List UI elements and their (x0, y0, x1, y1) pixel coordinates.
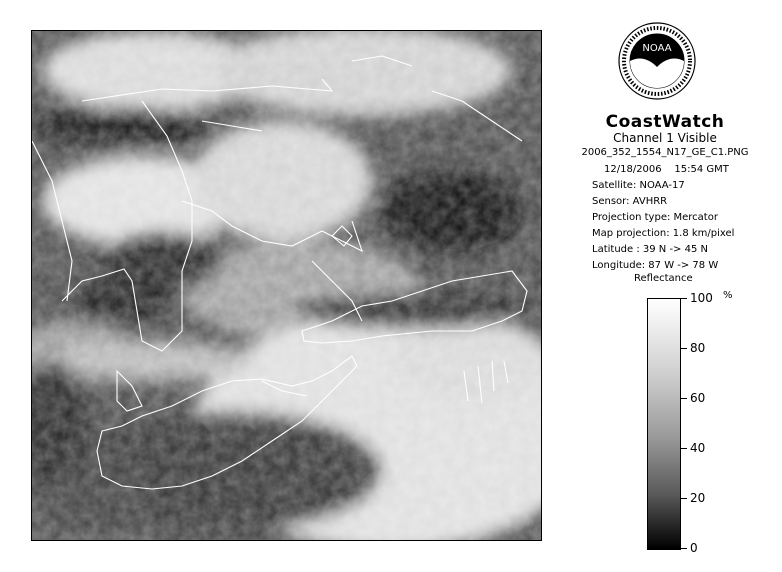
legend-tick-label: 20 (690, 491, 706, 505)
datetime (604, 164, 729, 175)
legend-tick-label: 40 (690, 441, 706, 455)
time-label: 15:54 GMT (674, 164, 729, 175)
legend-tick (681, 548, 687, 549)
legend-tick (681, 348, 687, 349)
legend-tick (681, 498, 687, 499)
filename-label: 2006_352_1554_N17_GE_C1.PNG (581, 147, 749, 158)
cloud-reflectance-image (32, 31, 542, 541)
date-label: 12/18/2006 (604, 164, 662, 175)
legend-unit: % (723, 290, 733, 301)
noaa-seal-icon (618, 22, 696, 100)
legend-tick-label: 80 (690, 341, 706, 355)
legend-title: Reflectance (634, 273, 693, 284)
longitude-label: Longitude: 87 W -> 78 W (592, 260, 719, 271)
legend-tick (681, 398, 687, 399)
satellite-label: Satellite: NOAA-17 (592, 180, 685, 191)
sensor-label: Sensor: AVHRR (592, 196, 668, 207)
channel-label: Channel 1 Visible (613, 131, 717, 145)
projection-type-label: Projection type: Mercator (592, 212, 718, 223)
legend-tick-label: 0 (690, 541, 698, 555)
satellite-image (31, 30, 542, 541)
reflectance-colorbar (647, 298, 681, 550)
legend-tick (681, 448, 687, 449)
legend-tick (681, 298, 687, 299)
legend-tick-label: 60 (690, 391, 706, 405)
latitude-label: Latitude : 39 N -> 45 N (592, 244, 708, 255)
brand-title: CoastWatch (605, 112, 725, 132)
logo-text: NOAA (642, 43, 672, 54)
legend-tick-label: 100 (690, 291, 713, 305)
noaa-logo (618, 22, 696, 100)
map-projection-label: Map projection: 1.8 km/pixel (592, 228, 735, 239)
